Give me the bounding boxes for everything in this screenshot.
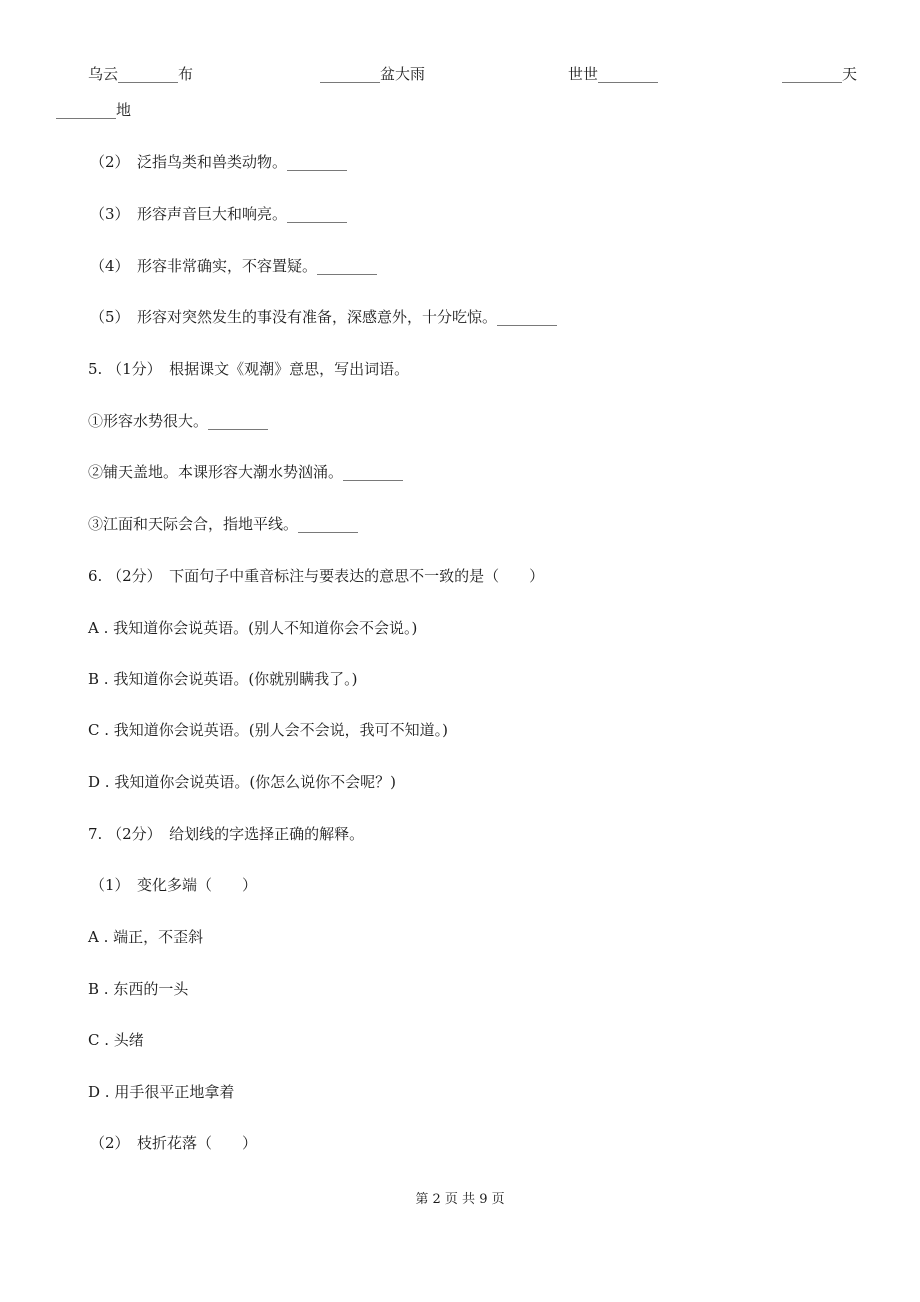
q7-option-c[interactable]: C . 头绪 <box>88 1031 144 1049</box>
q5-item-3[interactable]: ③江面和天际会合，指地平线。________ <box>88 515 359 533</box>
q6-option-b[interactable]: B . 我知道你会说英语。(你就别瞒我了。) <box>88 670 358 688</box>
q6-option-c[interactable]: C . 我知道你会说英语。(别人会不会说，我可不知道。) <box>88 721 448 739</box>
page-footer: 第 2 页 共 9 页 <box>415 1192 505 1207</box>
q4-item-3[interactable]: （3） 形容声音巨大和响亮。________ <box>90 205 348 223</box>
q4-item-5[interactable]: （5） 形容对突然发生的事没有准备，深感意外，十分吃惊。________ <box>90 308 558 326</box>
q4-word-3[interactable]: 世世________ <box>568 65 659 83</box>
q4-word-2[interactable]: ________盆大雨 <box>320 65 426 83</box>
q4-word-4-cont[interactable]: ________地 <box>56 101 132 119</box>
q7-option-d[interactable]: D . 用手很平正地拿着 <box>88 1083 235 1101</box>
q7-sub-1: （1） 变化多端（ ） <box>90 876 258 894</box>
q5-stem: 5. （1分） 根据课文《观潮》意思，写出词语。 <box>88 360 410 378</box>
q5-item-1[interactable]: ①形容水势很大。________ <box>88 412 269 430</box>
q5-item-2[interactable]: ②铺天盖地。本课形容大潮水势汹涌。________ <box>88 463 404 481</box>
q4-word-4[interactable]: ________天 <box>782 65 858 83</box>
q4-word-1[interactable]: 乌云________布 <box>88 65 194 83</box>
q7-option-a[interactable]: A . 端正，不歪斜 <box>88 928 204 946</box>
q6-option-d[interactable]: D . 我知道你会说英语。(你怎么说你不会呢？) <box>88 773 397 791</box>
q6-stem: 6. （2分） 下面句子中重音标注与要表达的意思不一致的是（ ） <box>88 567 545 585</box>
q4-item-4[interactable]: （4） 形容非常确实，不容置疑。________ <box>90 257 378 275</box>
q7-sub-2: （2） 枝折花落（ ） <box>90 1134 258 1152</box>
q6-option-a[interactable]: A . 我知道你会说英语。(别人不知道你会不会说。) <box>88 619 418 637</box>
q7-stem: 7. （2分） 给划线的字选择正确的解释。 <box>88 825 365 843</box>
q7-option-b[interactable]: B . 东西的一头 <box>88 980 189 998</box>
q4-item-2[interactable]: （2） 泛指鸟类和兽类动物。________ <box>90 153 348 171</box>
